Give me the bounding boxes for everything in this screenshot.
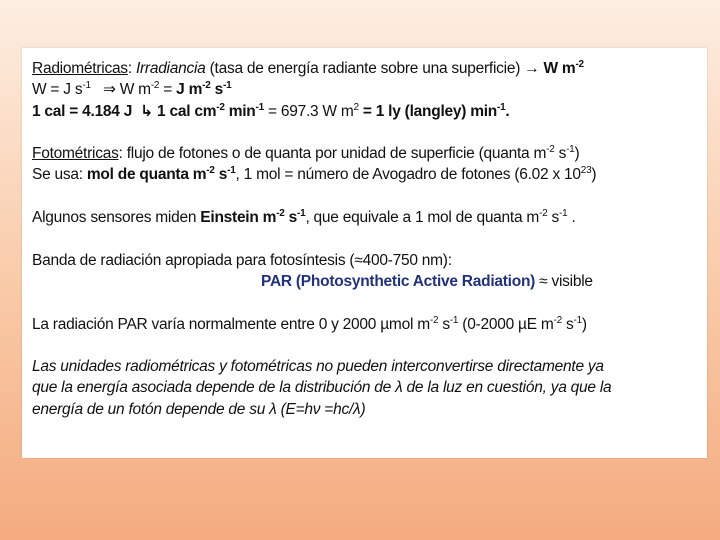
line-conclusion-1: Las unidades radiométricas y fotométricas no pueden interconvertirse directamente ya — [32, 358, 604, 376]
line-fotometricas: Fotométricas: flujo de fotones o de quanta por unidad de superficie (quanta $m^{-2}$ $s^{-1}$) — [32, 144, 580, 163]
line-se-usa: Se usa: mol de quanta $m^{-2}$ $s^{-1}$, 1 mol = número de Avogadro de fotones (6.02 x $10^{23}$) — [32, 165, 597, 184]
line-einstein: Algunos sensores miden Einstein $m^{-2}$ $s^{-1}$, que equivale a 1 mol de quanta $m^{-2}$ $s^{-1}$ . — [32, 208, 576, 227]
line-par-range: La radiación PAR varía normalmente entre 0 y 2000 µmol $m^{-2}$ $s^{-1}$ (0-2000 µE $m^{-2}$ $s^{-1}$) — [32, 314, 587, 333]
radiometricas-heading: Radiométricas — [32, 60, 128, 77]
corner-arrow-icon: ↳ — [140, 102, 153, 120]
right-arrow-icon: → — [524, 60, 540, 77]
line-radiometricas: Radiométricas: Irradiancia (tasa de energía radiante sobre una superficie) → W $m^{-2}$ — [32, 59, 584, 77]
lambda-symbol: λ — [269, 400, 277, 418]
line-banda-radiacion: Banda de radiación apropiada para fotosíntesis (≈400-750 nm): — [32, 251, 452, 269]
mu-symbol: µ — [518, 315, 527, 333]
line-calorie-conversion: 1 cal = 4.184 J ↳ 1 cal $cm^{-2}$ $\min^{-1} = 697.3$ W $m^2 = 1$ ly (langley) $\min^{-1}$. — [32, 101, 707, 122]
line-par-definition: PAR (Photosynthetic Active Radiation) ≈ visible — [261, 272, 593, 290]
fotometricas-heading: Fotométricas — [32, 145, 119, 163]
lambda-symbol: λ — [395, 379, 403, 397]
par-term: PAR (Photosynthetic Active Radiation) — [261, 272, 536, 290]
line-watt-definition: W = J $s^{-1}$ ⇒ W $m^{-2} = J$ $m^{-2}$ $s^{-1}$ — [32, 79, 707, 100]
nu-symbol: ν — [312, 400, 321, 418]
implies-arrow-icon: ⇒ — [102, 81, 116, 99]
line-conclusion-2: que la energía asociada depende de la distribución de λ de la luz en cuestión, ya que la — [32, 379, 612, 397]
line-conclusion-3: energía de un fotón depende de su λ (E=hν =hc/λ) — [32, 400, 366, 418]
irradiancia-term: Irradiancia — [135, 60, 206, 77]
slide-content — [32, 58, 707, 420]
mu-symbol: µ — [380, 315, 389, 333]
lambda-symbol: λ — [353, 400, 361, 418]
